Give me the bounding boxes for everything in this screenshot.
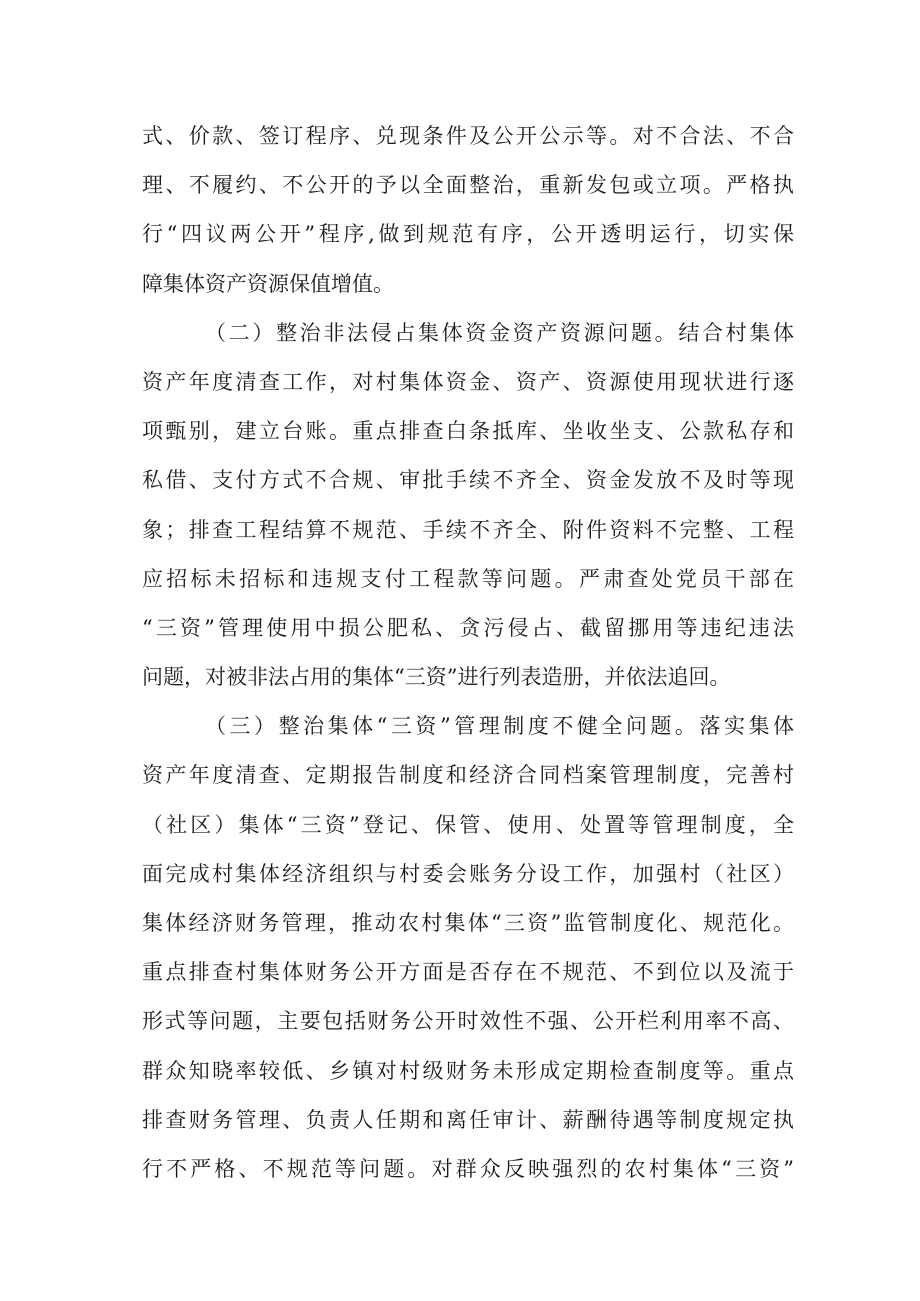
text-line: 私借、支付方式不合规、审批手续不齐全、资金发放不及时等现: [142, 468, 794, 493]
text-line: 重点排查村集体财务公开方面是否存在不规范、不到位以及流于: [142, 960, 794, 985]
text-line: （社区）集体“三资”登记、保管、使用、处置等管理制度，全: [142, 812, 794, 837]
text-line: 问题，对被非法占用的集体“三资”进行列表造册，并依法追回。: [142, 665, 731, 690]
text-line: 项甄别，建立台账。重点排查白条抵库、坐收坐支、公款私存和: [142, 419, 794, 444]
text-line: 应招标未招标和违规支付工程款等问题。严肃查处党员干部在: [142, 566, 794, 591]
paragraph-first-line: （二）整治非法侵占集体资金资产资源问题。结合村集体: [205, 320, 794, 345]
text-line: 排查财务管理、负责人任期和离任审计、薪酬待遇等制度规定执: [142, 1107, 794, 1132]
document-body: [142, 112, 794, 1194]
text-line: 行不严格、不规范等问题。对群众反映强烈的农村集体“三资”: [142, 1156, 794, 1181]
text-line: 理、不履约、不公开的予以全面整治，重新发包或立项。严格执: [142, 173, 794, 198]
text-line: 资产年度清查工作，对村集体资金、资产、资源使用现状进行逐: [142, 369, 794, 394]
text-line: 资产年度清查、定期报告制度和经济合同档案管理制度，完善村: [142, 763, 794, 788]
text-line: 面完成村集体经济组织与村委会账务分设工作，加强村（社区）: [142, 861, 794, 886]
text-line: 象；排查工程结算不规范、手续不齐全、附件资料不完整、工程: [142, 517, 794, 542]
text-line: 形式等问题，主要包括财务公开时效性不强、公开栏利用率不高、: [142, 1009, 794, 1034]
paragraph-first-line: （三）整治集体“三资”管理制度不健全问题。落实集体: [205, 714, 794, 739]
text-line: 集体经济财务管理，推动农村集体“三资”监管制度化、规范化。: [142, 911, 794, 935]
text-line: 障集体资产资源保值增值。: [142, 271, 394, 296]
text-line: 式、价款、签订程序、兑现条件及公开公示等。对不合法、不合: [142, 124, 794, 148]
text-line: “三资”管理使用中损公肥私、贪污侵占、截留挪用等违纪违法: [142, 615, 794, 640]
text-line: 行“四议两公开”程序,做到规范有序，公开透明运行，切实保: [142, 222, 794, 247]
text-line: 群众知晓率较低、乡镇对村级财务未形成定期检查制度等。重点: [142, 1058, 794, 1083]
